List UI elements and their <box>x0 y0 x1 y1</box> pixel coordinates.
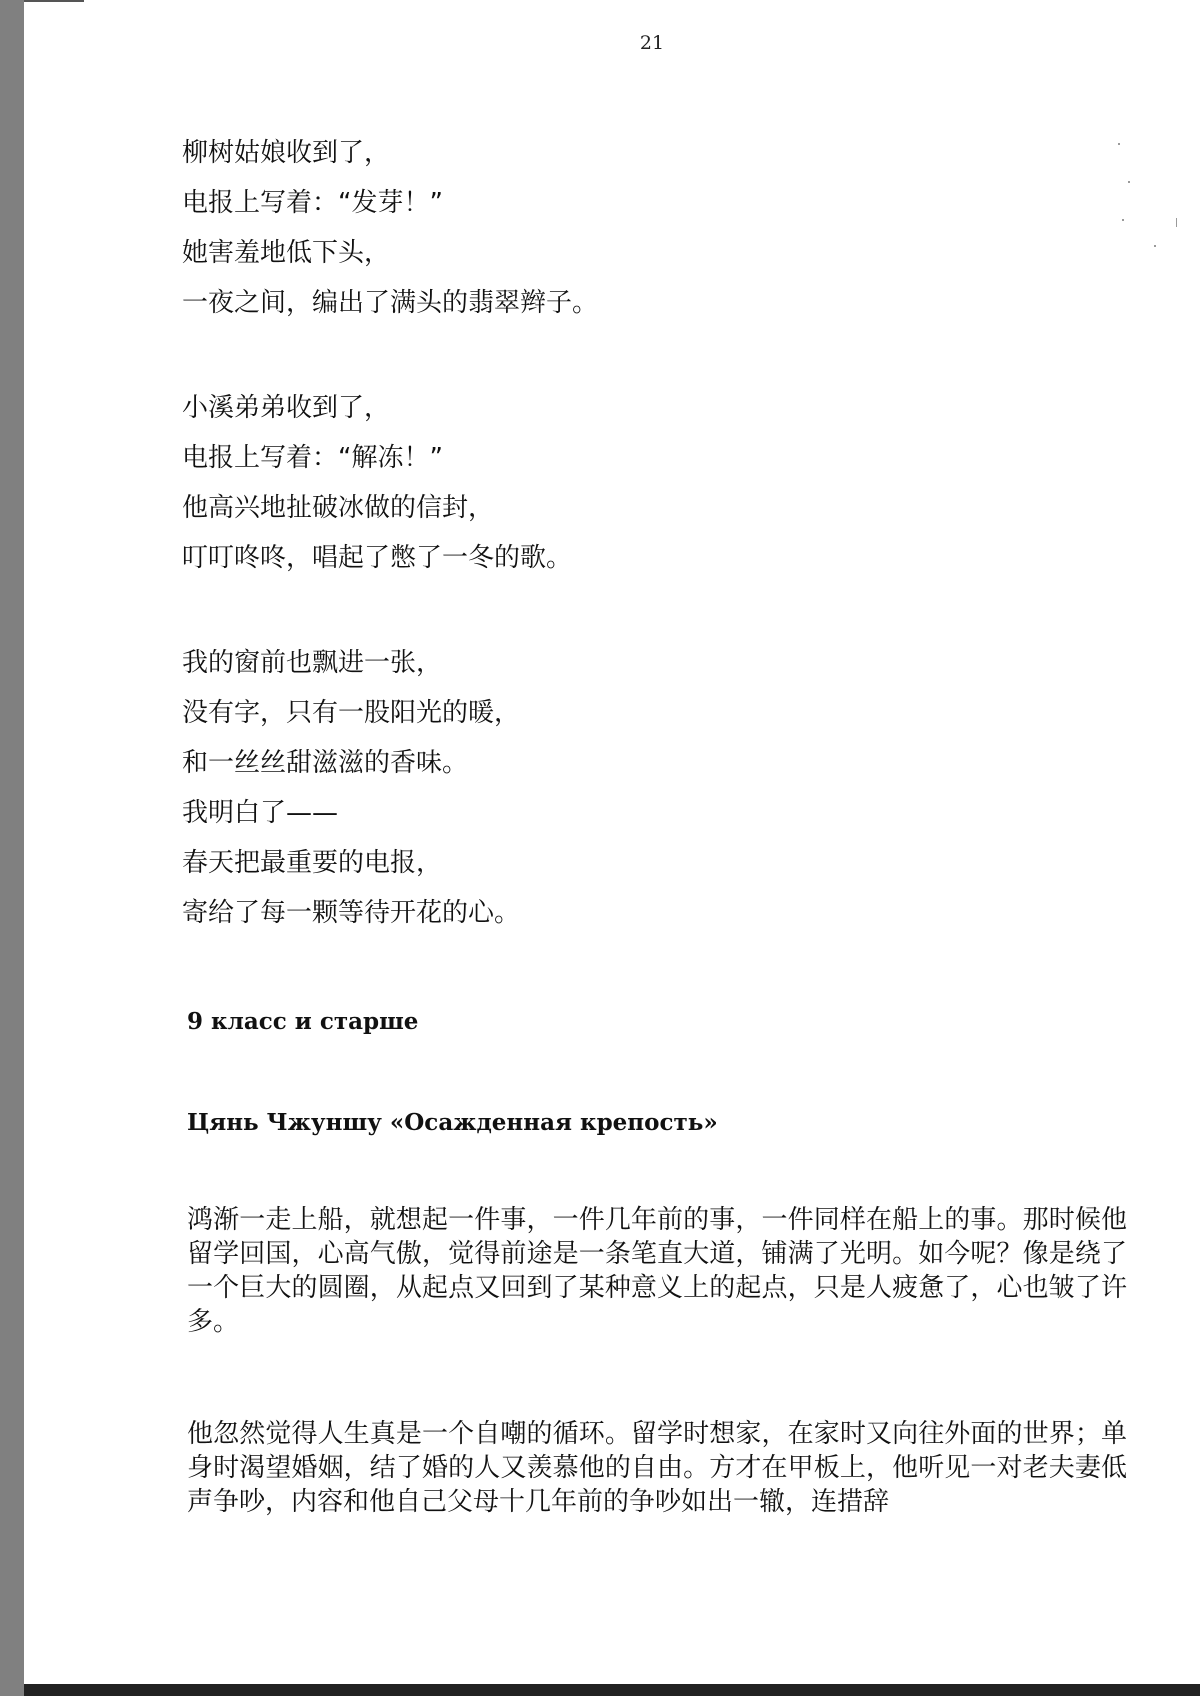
poem-stanza-1 <box>182 128 598 328</box>
poem-line: 我明白了—— <box>182 798 339 828</box>
poem-line: 柳树姑娘收到了， <box>182 138 391 168</box>
poem-line: 电报上写着：“解冻！” <box>182 443 443 473</box>
poem-line: 春天把最重要的电报， <box>182 848 443 878</box>
scan-margin-bottom <box>24 1684 1200 1696</box>
poem-line: 一夜之间，编出了满头的翡翠辫子。 <box>182 288 599 318</box>
poem-line: 没有字，只有一股阳光的暖， <box>182 698 521 728</box>
poem-line: 他高兴地扯破冰做的信封， <box>182 493 495 523</box>
poem-line: 小溪弟弟收到了， <box>182 393 391 423</box>
poem-stanza-3 <box>182 638 520 938</box>
poem-line: 电报上写着：“发芽！” <box>182 188 443 218</box>
scan-speck <box>1176 218 1177 227</box>
section-heading: 9 класс и старше <box>187 1008 419 1035</box>
poem-line: 和一丝丝甜滋滋的香味。 <box>182 748 469 778</box>
poem-stanza-2 <box>182 383 572 583</box>
scan-top-mark <box>24 0 84 2</box>
scan-speck <box>1122 219 1124 221</box>
page-number: 21 <box>639 32 665 54</box>
scan-speck <box>1154 245 1156 247</box>
scan-speck <box>1128 181 1130 183</box>
scan-margin-left <box>0 0 24 1696</box>
scan-speck <box>1118 143 1120 145</box>
poem-line: 我的窗前也飘进一张， <box>182 648 443 678</box>
poem-line: 叮叮咚咚，唱起了憋了一冬的歌。 <box>182 543 573 573</box>
paragraph: 他忽然觉得人生真是一个自嘲的循环。留学时想家，在家时又向往外面的世界；单身时渴望婚姻，结了婚的人又羡慕他的自由。方才在甲板上，他听见一对老夫妻低声争吵，内容和他自己父母十几年前的争吵如出一辙，连措辞 <box>187 1419 1127 1517</box>
poem-line: 她害羞地低下头， <box>182 238 391 268</box>
poem-line: 寄给了每一颗等待开花的心。 <box>182 898 521 928</box>
paragraph: 鸿渐一走上船，就想起一件事，一件几年前的事，一件同样在船上的事。那时候他留学回国，心高气傲，觉得前途是一条笔直大道，铺满了光明。如今呢？像是绕了一个巨大的圆圈，从起点又回到了某种意义上的起点，只是人疲惫了，心也皱了许多。 <box>187 1205 1127 1337</box>
work-heading: Цянь Чжуншу «Осажденная крепость» <box>187 1109 718 1136</box>
